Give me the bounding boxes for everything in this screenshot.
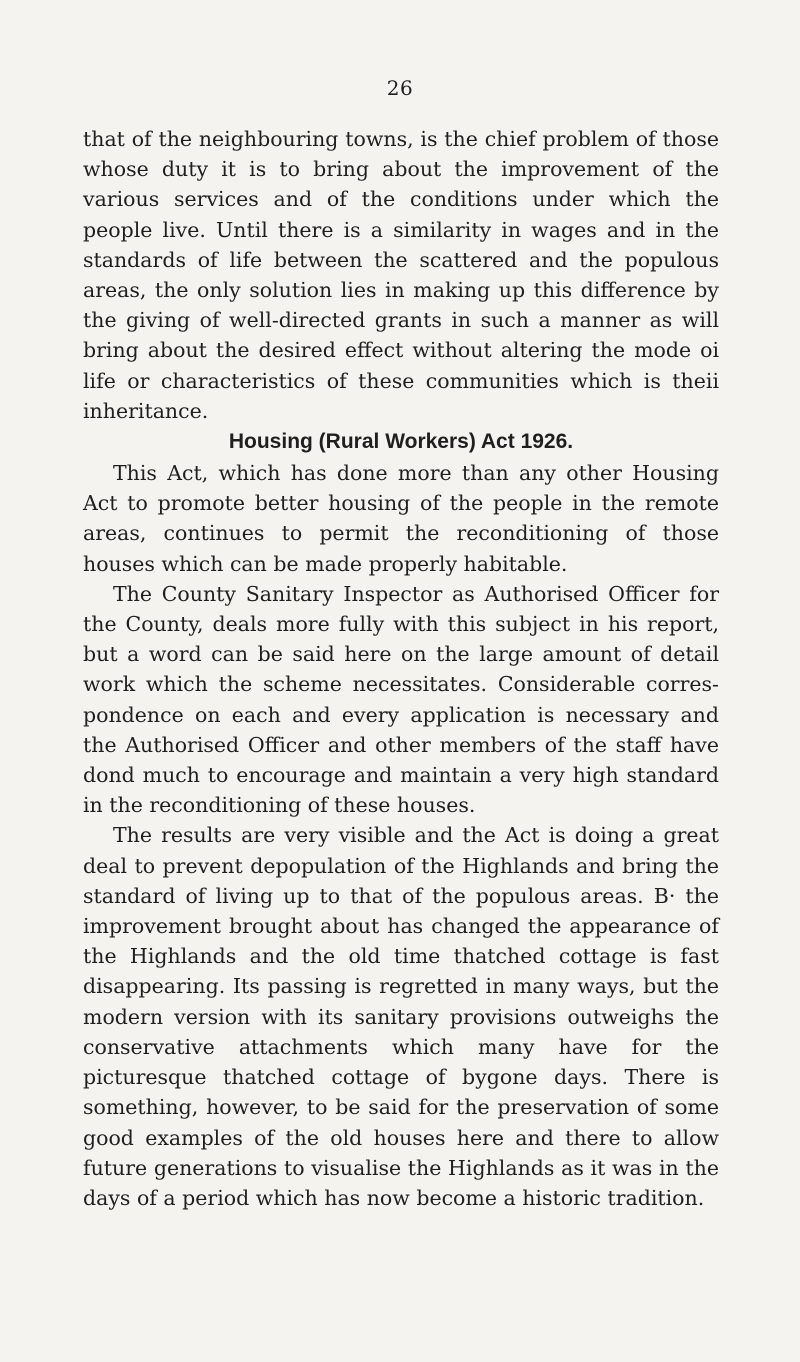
paragraph-continuation: that of the neighbouring towns, is the chief problem of those whose duty it is to bring about the improvement of the various services and of the conditions under which the people live. Until there is a similarity in wages and in the standards of life between the scattered and the populous areas, the only solution lies in making up this difference by the giving of well-directed grants in such a manner as will bring about the desired effect without altering the mode oi life or characteristics of these communities which is theii inheritance. [83, 127, 719, 423]
paragraph-act-summary: This Act, which has done more than any other Housing Act to promote better housing of the people in the remote areas, continues to permit the reconditioning of those houses which can be made properly habitable. [83, 461, 719, 576]
page-number: 26 [386, 76, 414, 100]
body-text [83, 124, 719, 1213]
paragraph-results: The results are very visible and the Act is doing a great deal to prevent depopulation of the Highlands and bring the standard of living up to that of the populous areas. B· the improvement brought about has changed the appearance of the Highlands and the old time thatched cottage is fast disappearing. Its passing is regretted in many ways, but the modern version with its sanitary provisions outweighs the conservative attachments which many have for the picturesque thatched cottage of bygone days. There is something, however, to be said for the preservation of some good examples of the old houses here and there to allow future generations to visualise the Highlands as it was in the days of a period which has now become a historic tradition. [83, 823, 719, 1210]
section-heading: Housing (Rural Workers) Act 1926. [228, 430, 574, 454]
paragraph-sanitary-inspector: The County Sanitary Inspector as Authorised Officer for the County, deals more fully with this subject in his report, but a word can be said here on the large amount of detail work which the scheme necessitates. Considerable corres- pondence on each and every application is necessary and the Authorised Officer and other members of the staff have dond much to encourage and maintain a very high standard in the reconditioning of these houses. [83, 581, 719, 818]
